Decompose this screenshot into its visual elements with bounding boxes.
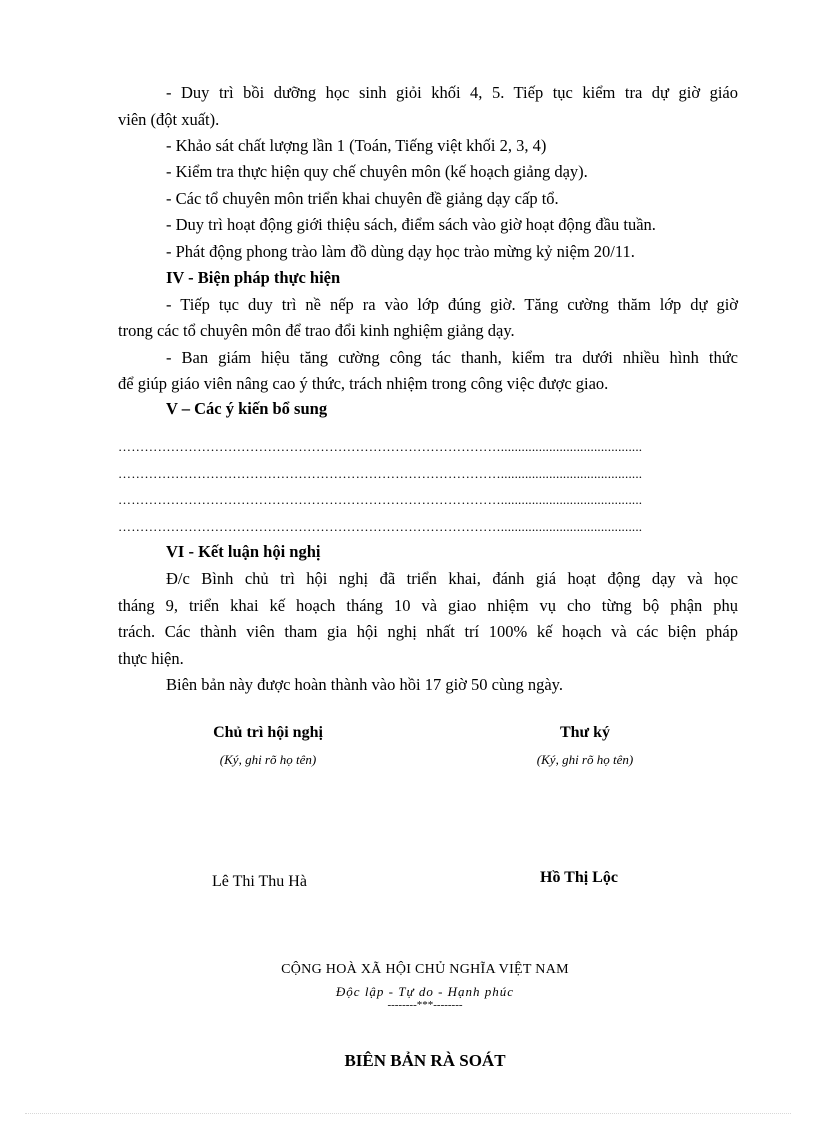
document-title: BIÊN BẢN RÀ SOÁT xyxy=(344,1051,506,1070)
paragraph-line: thực hiện. xyxy=(118,649,184,668)
paragraph-line: - Ban giám hiệu tăng cường công tác thanh, kiểm tra dưới nhiều hình thức xyxy=(166,348,738,367)
signature-title-secretary: Thư ký xyxy=(559,724,611,741)
section-heading: IV - Biện pháp thực hiện xyxy=(166,268,341,287)
chair-name: Lê Thi Thu Hà xyxy=(212,873,307,890)
dotted-line: ……………………………………………………………………………......................................... xyxy=(118,493,643,506)
closing-sentence: Biên bản này được hoàn thành vào hồi 17 giờ 50 cùng ngày. xyxy=(166,675,563,694)
section-heading: VI - Kết luận hội nghị xyxy=(166,542,321,561)
paragraph-line: - Khảo sát chất lượng lần 1 (Toán, Tiếng việt khối 2, 3, 4) xyxy=(166,136,547,155)
secretary-name: Hồ Thị Lộc xyxy=(540,869,618,886)
signature-title-chair: Chủ trì hội nghị xyxy=(213,724,323,741)
page-bottom-border xyxy=(25,1113,791,1114)
section-heading: V – Các ý kiến bổ sung xyxy=(166,399,328,418)
paragraph-line: Đ/c Bình chủ trì hội nghị đã triển khai, đánh giá hoạt động dạy và học xyxy=(166,569,738,588)
paragraph-line: trong các tổ chuyên môn để trao đổi kinh nghiệm giảng dạy. xyxy=(118,321,515,340)
paragraph-line: - Duy trì bồi dưỡng học sinh giỏi khối 4, 5. Tiếp tục kiểm tra dự giờ giáo xyxy=(166,83,738,102)
paragraph-line: tháng 9, triển khai kế hoạch tháng 10 và giao nhiệm vụ cho từng bộ phận phụ xyxy=(118,596,738,615)
motto-separator: --------***-------- xyxy=(387,999,463,1011)
signature-note-chair: (Ký, ghi rõ họ tên) xyxy=(219,752,317,767)
signature-note-secretary: (Ký, ghi rõ họ tên) xyxy=(536,752,634,767)
dotted-line: ……………………………………………………………………………......................................... xyxy=(118,467,643,480)
paragraph-line: để giúp giáo viên nâng cao ý thức, trách nhiệm trong công việc được giao. xyxy=(118,374,609,393)
paragraph-line: - Tiếp tục duy trì nề nếp ra vào lớp đúng giờ. Tăng cường thăm lớp dự giờ xyxy=(166,295,738,314)
dotted-line: ……………………………………………………………………………......................................... xyxy=(118,440,643,453)
paragraph-line: trách. Các thành viên tham gia hội nghị nhất trí 100% kế hoạch và các biện pháp xyxy=(118,622,738,641)
paragraph-line: - Duy trì hoạt động giới thiệu sách, điểm sách vào giờ hoạt động đầu tuần. xyxy=(166,215,656,234)
paragraph-line: - Phát động phong trào làm đồ dùng dạy học trào mừng kỷ niệm 20/11. xyxy=(166,242,635,261)
paragraph-line: viên (đột xuất). xyxy=(118,110,220,129)
national-title: CỘNG HOÀ XÃ HỘI CHỦ NGHĨA VIỆT NAM xyxy=(281,962,569,977)
dotted-line: ……………………………………………………………………………......................................... xyxy=(118,520,643,533)
paragraph-line: - Các tổ chuyên môn triển khai chuyên đề giảng dạy cấp tổ. xyxy=(166,189,559,208)
national-motto: Độc lập - Tự do - Hạnh phúc xyxy=(335,984,515,999)
paragraph-line: - Kiểm tra thực hiện quy chế chuyên môn (kế hoạch giảng dạy). xyxy=(166,162,588,181)
